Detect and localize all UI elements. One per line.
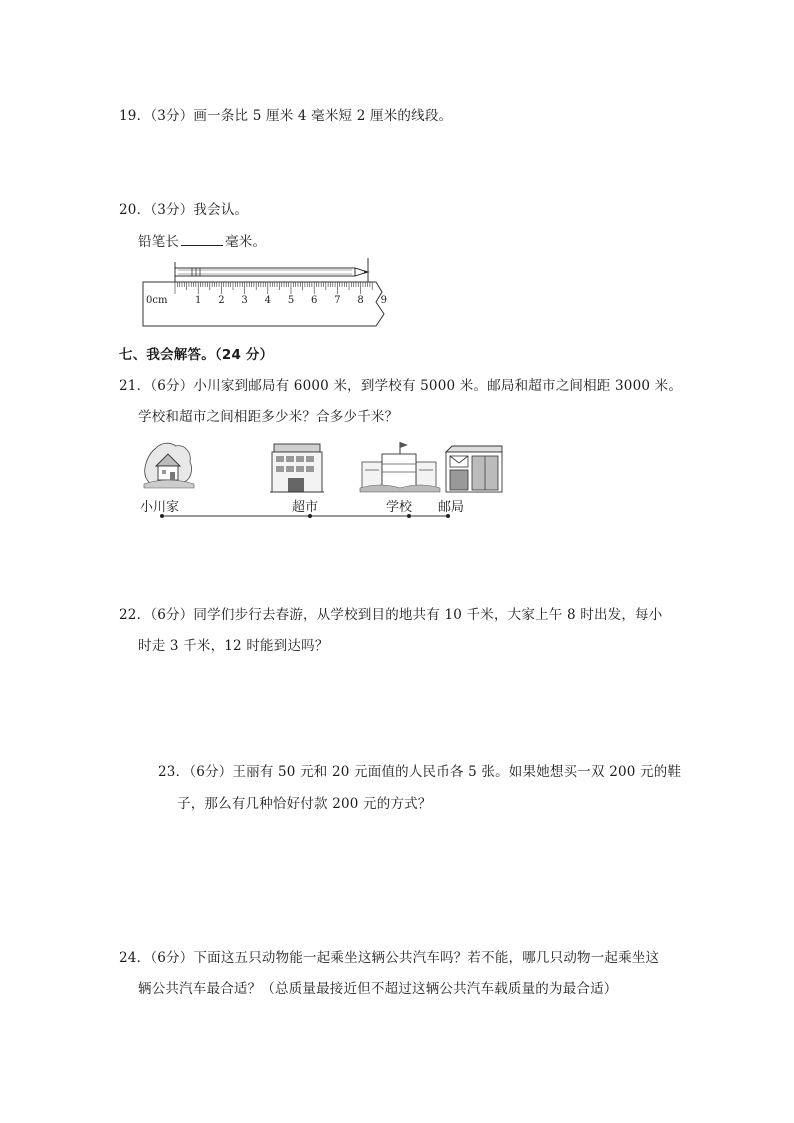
question-20-prompt (138, 230, 266, 250)
question-24-line1: 24．（6分）下面这五只动物能一起乘坐这辆公共汽车吗？若不能，哪几只动物一起乘坐这 (119, 950, 660, 966)
ruler-tick-label: 9 (380, 295, 387, 306)
question-23-line2: 子，那么有几种恰好付款 200 元的方式？ (177, 796, 432, 812)
ruler-tick-label: 4 (264, 295, 271, 306)
house-icon (144, 443, 194, 488)
ruler-tick-label: 2 (218, 295, 225, 306)
post-office-icon (446, 446, 502, 492)
ruler-tick-label: 7 (334, 295, 341, 306)
question-22-line2: 时走 3 千米，12 时能到达吗？ (138, 638, 329, 654)
ruler-tick-label: 3 (241, 295, 248, 306)
prompt-prefix: 铅笔长 (138, 234, 180, 250)
ruler-tick-label: 5 (287, 295, 295, 306)
ruler-tick-label: 8 (357, 295, 364, 306)
ruler-tick-label: 0cm (146, 295, 168, 306)
section-heading: 七、我会解答。（24 分） (119, 347, 274, 363)
place-label-school: 学校 (386, 500, 413, 515)
question-22-line1: 22．（6分）同学们步行去春游，从学校到目的地共有 10 千米，大家上午 8 时出发，每小 (119, 607, 663, 623)
supermarket-icon (270, 444, 324, 492)
question-21-line1: 21．（6分）小川家到邮局有 6000 米，到学校有 5000 米。邮局和超市之间相距 3000 米。 (119, 378, 683, 394)
question-20-title: 20．（3分）我会认。 (119, 202, 249, 218)
place-label-supermarket: 超市 (292, 500, 319, 515)
pencil-icon (175, 268, 368, 276)
question-19: 19．（3分）画一条比 5 厘米 4 毫米短 2 厘米的线段。 (119, 108, 453, 124)
answer-blank[interactable] (181, 233, 223, 246)
ruler-tick-label: 1 (195, 295, 202, 306)
question-24-line2: 辆公共汽车最合适？（总质量最接近但不超过这辆公共汽车载质量的为最合适） (138, 981, 618, 997)
place-label-post-office: 邮局 (438, 500, 465, 515)
prompt-suffix: 毫米。 (225, 234, 267, 250)
question-23-line1: 23．（6分）王丽有 50 元和 20 元面值的人民币各 5 张。如果她想买一双 200 元的鞋 (158, 764, 682, 780)
ruler-tick-label: 6 (311, 295, 318, 306)
school-icon (360, 442, 440, 492)
ruler-with-pencil (140, 258, 392, 330)
place-label-home: 小川家 (140, 500, 180, 515)
question-21-line2: 学校和超市之间相距多少米？合多少千米？ (138, 409, 399, 425)
